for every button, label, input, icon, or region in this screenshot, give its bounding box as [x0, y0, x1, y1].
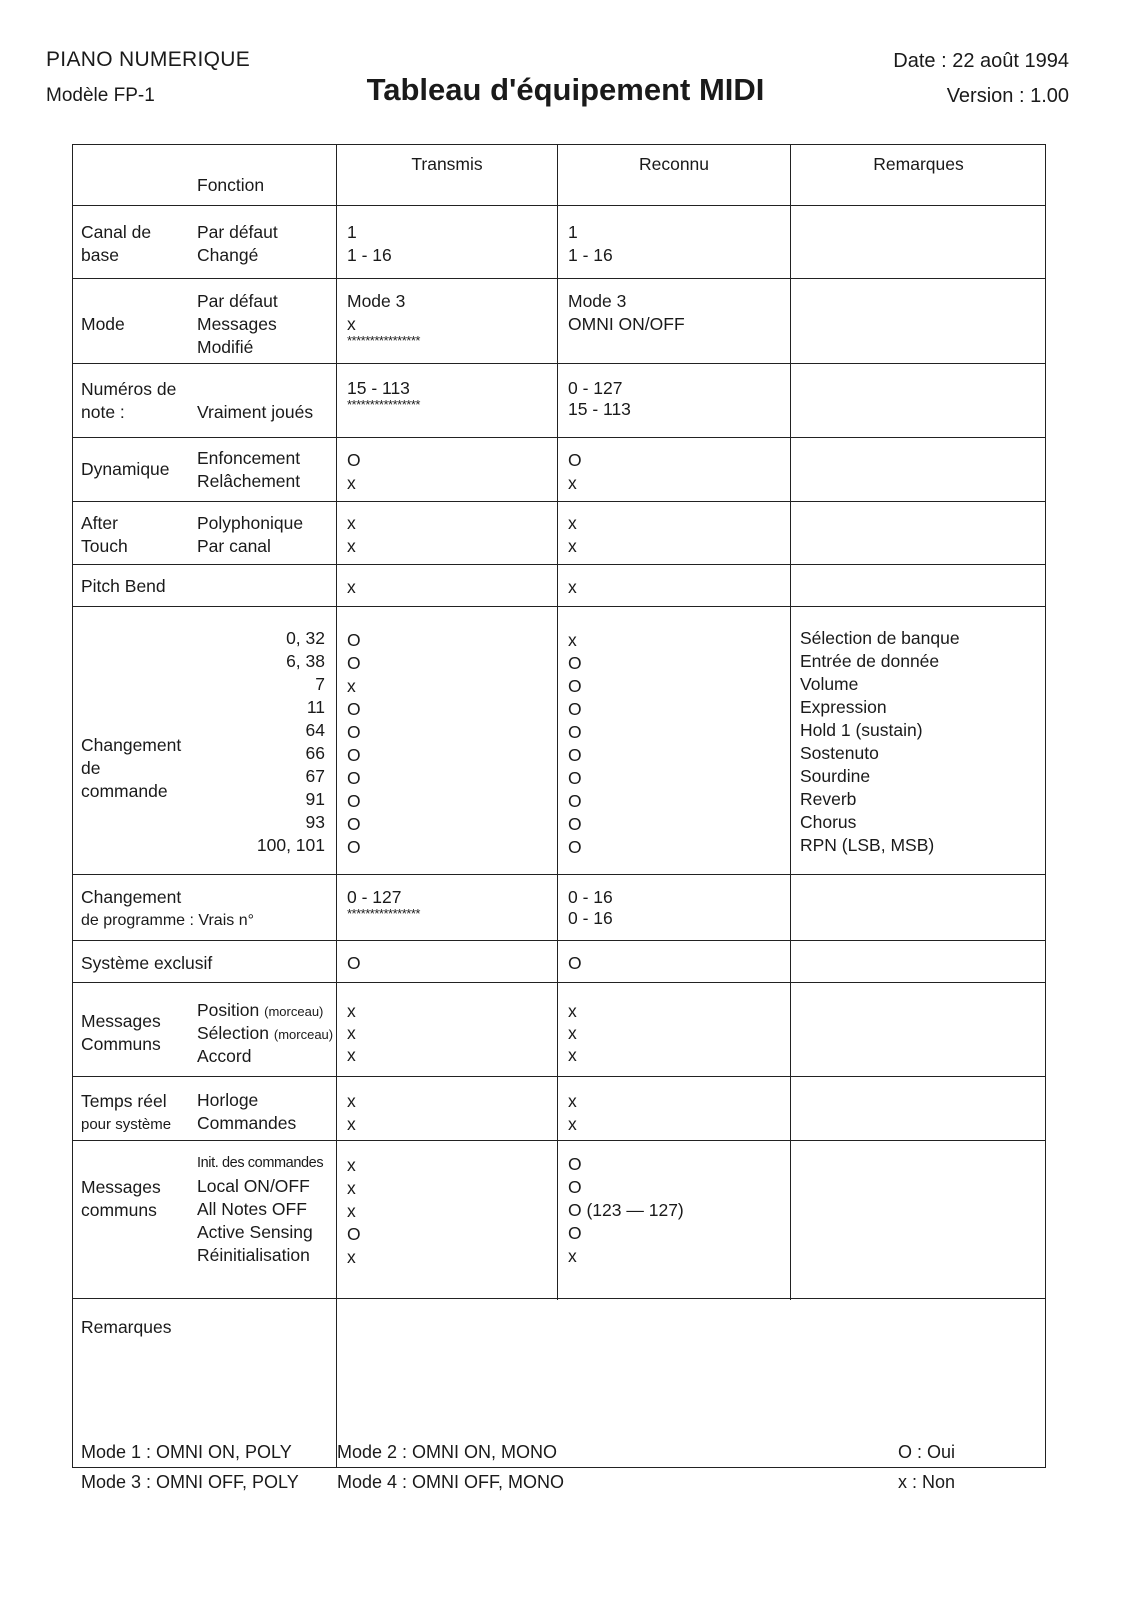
aftertouch-transmitted: x x: [347, 513, 356, 556]
aftertouch-items: Polyphonique Par canal: [197, 513, 304, 556]
column-divider-transmitted: [557, 144, 558, 1300]
row-divider: [72, 501, 1046, 502]
mode-transmitted: Mode 3 x ****************: [347, 291, 420, 348]
row-divider: [72, 874, 1046, 875]
system-realtime-recognized: x x: [568, 1091, 577, 1134]
row-divider: [72, 205, 1046, 206]
column-divider-recognized: [790, 144, 791, 1300]
aux-messages-transmitted: x x x O x: [347, 1155, 361, 1267]
mode-2-legend: Mode 2 : OMNI ON, MONO: [337, 1442, 558, 1462]
aftertouch-recognized: x x: [568, 513, 577, 556]
program-change-label: Changement de programme : Vrais n°: [81, 887, 254, 929]
column-header-remarks: Remarques: [873, 154, 964, 174]
basic-channel-transmitted: 1 1 - 16: [347, 222, 392, 265]
column-divider-function: [336, 144, 337, 1468]
document-version: Version : 1.00: [946, 85, 1069, 107]
note-number-label: Numéros de note :: [81, 379, 177, 422]
note-number-recognized: 0 - 127 15 - 113: [568, 378, 631, 419]
column-header-recognized: Reconnu: [638, 154, 710, 174]
document-date: Date : 22 août 1994: [893, 50, 1069, 72]
legend-yes: O : Oui: [898, 1442, 956, 1462]
row-divider: [72, 1298, 1046, 1299]
aux-messages-items: Init. des commandes Local ON/OFF All Notes OFF Active Sensing Réinitialisation: [197, 1155, 324, 1265]
product-line: PIANO NUMERIQUE: [46, 48, 251, 71]
document-title: Tableau d'équipement MIDI: [366, 72, 765, 107]
control-change-transmitted: O O x O O O O O O O: [347, 630, 361, 857]
velocity-items: Enfoncement Relâchement: [197, 448, 301, 491]
row-divider: [72, 564, 1046, 565]
model-name: Modèle FP-1: [46, 85, 155, 106]
program-change-item: : Vrais n°: [189, 912, 254, 929]
basic-channel-items: Par défaut Changé: [197, 222, 278, 265]
mode-label: Mode: [81, 314, 125, 334]
row-divider: [72, 606, 1046, 607]
control-change-label: Changement de commande: [81, 735, 182, 801]
row-divider: [72, 940, 1046, 941]
system-common-recognized: x x x: [568, 1001, 577, 1065]
control-change-recognized: x O O O O O O O O O: [568, 630, 582, 857]
row-divider: [72, 437, 1046, 438]
pitch-bend-transmitted: x: [347, 577, 356, 597]
row-divider: [72, 363, 1046, 364]
notes-label: Remarques: [81, 1317, 172, 1337]
row-divider: [72, 1140, 1046, 1141]
aux-messages-label: Messages communs: [81, 1177, 161, 1220]
system-realtime-transmitted: x x: [347, 1091, 356, 1134]
system-common-items: Position (morceau) Sélection (morceau) Accord: [197, 1000, 334, 1066]
system-common-label: Messages Communs: [81, 1011, 161, 1054]
system-common-transmitted: x x x: [347, 1001, 356, 1065]
row-divider: [72, 1076, 1046, 1077]
note-number-item: Vraiment joués: [197, 402, 314, 422]
pitch-bend-recognized: x: [568, 577, 577, 597]
legend-no: x : Non: [898, 1472, 956, 1492]
control-change-remarks: Sélection de banque Entrée de donnée Volume Expression Hold 1 (sustain) Sostenuto Sourdine Reverb Chorus RPN (LSB, MSB): [800, 628, 960, 855]
basic-channel-recognized: 1 1 - 16: [568, 222, 613, 265]
velocity-recognized: O x: [568, 450, 582, 493]
mode-3-legend: Mode 3 : OMNI OFF, POLY: [81, 1472, 299, 1492]
aux-messages-recognized: O O O (123 — 127) O x: [568, 1154, 684, 1266]
program-change-transmitted: 0 - 127 ****************: [347, 887, 420, 921]
basic-channel-label: Canal de base: [81, 222, 152, 265]
system-exclusive-label: Système exclusif: [81, 953, 213, 973]
system-exclusive-recognized: O: [568, 953, 582, 973]
row-divider: [72, 278, 1046, 279]
control-change-numbers: 0, 32 6, 38 7 11 64 66 67 91 93 100, 101: [256, 628, 325, 855]
mode-recognized: Mode 3 OMNI ON/OFF: [568, 291, 685, 334]
velocity-label: Dynamique: [81, 459, 170, 479]
aftertouch-label: After Touch: [81, 513, 128, 556]
mode-1-legend: Mode 1 : OMNI ON, POLY: [81, 1442, 292, 1462]
velocity-transmitted: O x: [347, 450, 361, 493]
system-realtime-label: Temps réel pour système: [81, 1091, 172, 1133]
note-number-transmitted: 15 - 113 ****************: [347, 378, 420, 412]
column-header-transmitted: Transmis: [411, 154, 483, 174]
mode-items: Par défaut Messages Modifié: [197, 291, 278, 357]
system-realtime-items: Horloge Commandes: [197, 1090, 297, 1133]
program-change-recognized: 0 - 16 0 - 16: [568, 887, 613, 928]
system-exclusive-transmitted: O: [347, 953, 361, 973]
pitch-bend-label: Pitch Bend: [81, 576, 166, 596]
column-header-function: Fonction: [197, 175, 265, 195]
mode-4-legend: Mode 4 : OMNI OFF, MONO: [337, 1472, 565, 1492]
row-divider: [72, 982, 1046, 983]
